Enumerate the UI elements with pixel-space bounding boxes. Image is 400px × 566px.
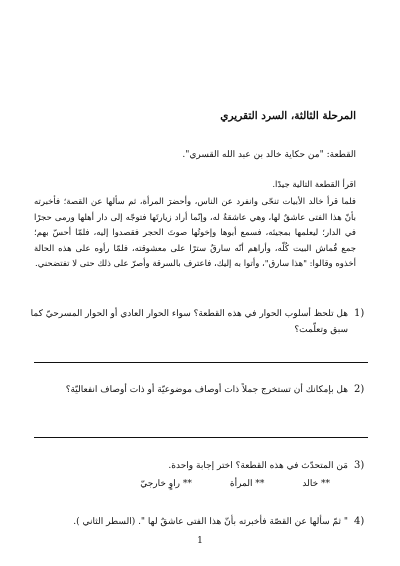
reading-instruction: اقرأ القطعة التالية جيدًا.: [272, 180, 356, 190]
question-3-text: مَن المتحدّث في هذه القطعة؟ اختر إجابة واحدة.: [168, 461, 348, 471]
question-3-number: 3): [354, 460, 365, 471]
option-woman[interactable]: ** المرأة: [229, 479, 265, 489]
question-4-text: " ثمّ سألها عن القصّة فأخبرته بأنّ هذا الفتى عاشقٌ لها ". (السطر الثاني ).: [73, 517, 348, 527]
answer-line-2[interactable]: [34, 437, 368, 438]
question-4-number: 4): [354, 516, 365, 527]
option-khalid[interactable]: ** خالد: [302, 479, 330, 489]
question-3-options: [30, 476, 330, 492]
page-number: 1: [197, 536, 203, 546]
question-1-number: 1): [354, 308, 365, 319]
question-1: [30, 306, 370, 338]
question-3: [30, 458, 370, 492]
passage-text: فلما قرأ خالد الأبيات تنحّى وانفرد عن الناس، وأحضرَ المرأة، ثم سألها عن القصة؛ فأخبرته بأنّ هذا الفتى عاشقٌ لها، وهي عاشقةٌ له، وإنّما أراد زيارتَها فتوجّه إلى دار أهلها ورمى حجرًا في الدار؛ ليعلمها بمجيئه، فسمع أبوها وإخوتُها صوتَ الحجر فقصدوا إليه، فلمّا أحسّ بهم؛ جمع قُماش البيت كُلّه، وأراهم أنّه سارقٌ سترًا على معشوقته، فلمّا رأوه على هذه الحالة أخذوه وقالوا: "هذا سارق"، وأتوا به إليك، فاعترف بالسرقة وأصرّ على ذلك حتى لا تفتضحني.: [34, 197, 356, 269]
question-4: [30, 514, 370, 530]
question-2-text: هل بإمكانك أن تستخرج جملاً ذات أوصاف موضوعيّة أو ذات أوصاف انفعاليّة؟: [65, 385, 348, 395]
question-2-number: 2): [354, 384, 365, 395]
stage-title: المرحلة الثالثة، السرد التقريري: [220, 110, 356, 122]
answer-line-1[interactable]: [34, 362, 368, 363]
question-1-text: هل تلحظ أسلوب الحوار في هذه القطعة؟ سواء الحوار العادي أو الحوار المسرحيّ كما سبق وتعلّمت؟: [30, 309, 348, 335]
question-2: [30, 382, 370, 398]
option-external-narrator[interactable]: ** راوٍ خارجيّ: [140, 479, 192, 489]
excerpt-line: القطعة: "من حكاية خالد بن عبد الله القسري".: [182, 150, 356, 160]
